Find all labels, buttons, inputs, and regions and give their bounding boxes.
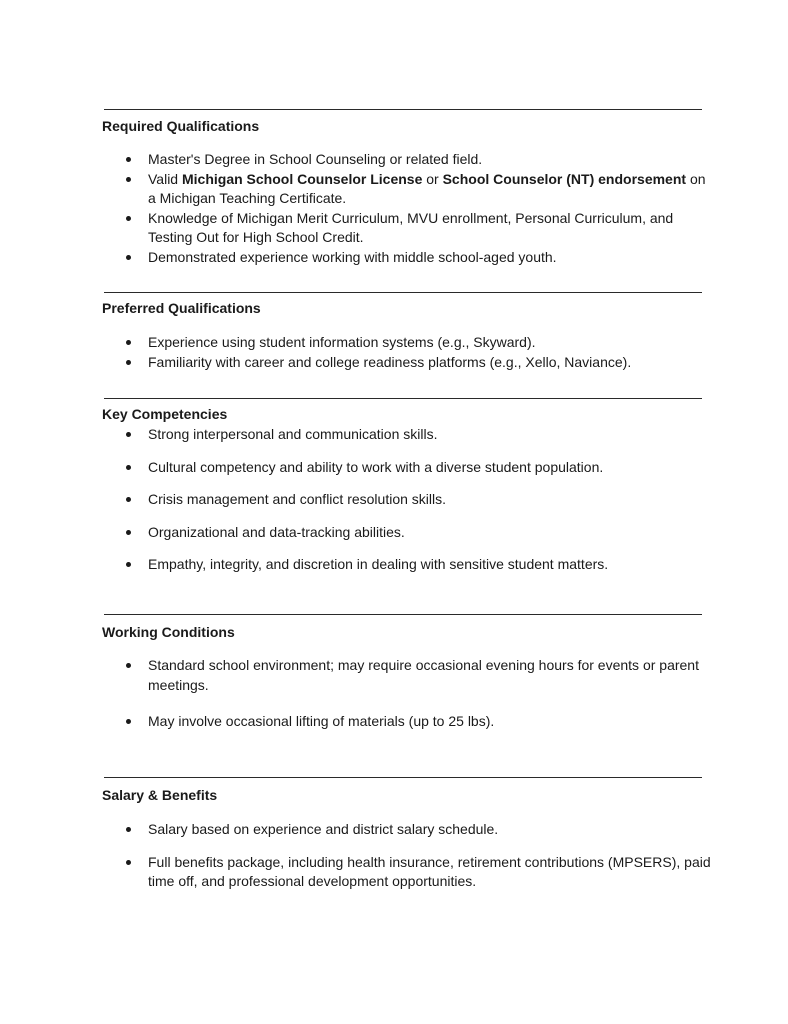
section-divider: [104, 614, 702, 615]
list-item: Salary based on experience and district salary schedule.: [102, 820, 712, 840]
section-heading-competencies: Key Competencies: [102, 406, 228, 422]
list-item: May involve occasional lifting of materials (up to 25 lbs).: [102, 712, 712, 732]
section-divider: [104, 777, 702, 778]
working-conditions-list: [102, 656, 712, 732]
bullet-icon: [126, 827, 131, 832]
section-heading-required: Required Qualifications: [102, 118, 260, 134]
bullet-icon: [126, 562, 131, 567]
preferred-qualifications-list: [102, 333, 712, 372]
bullet-icon: [126, 340, 131, 345]
bullet-icon: [126, 157, 131, 162]
list-item: Cultural competency and ability to work with a diverse student population.: [102, 458, 712, 478]
section-heading-preferred: Preferred Qualifications: [102, 300, 261, 316]
bullet-icon: [126, 216, 131, 221]
list-item: Familiarity with career and college readiness platforms (e.g., Xello, Naviance).: [102, 353, 712, 373]
list-item: Experience using student information systems (e.g., Skyward).: [102, 333, 712, 353]
section-heading-salary: Salary & Benefits: [102, 787, 218, 803]
list-item: Valid Michigan School Counselor License or School Counselor (NT) endorsement on a Michigan Teaching Certificate.: [102, 170, 712, 209]
section-divider: [104, 109, 702, 110]
bullet-icon: [126, 255, 131, 260]
bullet-icon: [126, 177, 131, 182]
section-divider: [104, 292, 702, 293]
bullet-icon: [126, 663, 131, 668]
list-item: Full benefits package, including health insurance, retirement contributions (MPSERS), paid time off, and professional development opportunities.: [102, 853, 712, 892]
bullet-icon: [126, 465, 131, 470]
bullet-icon: [126, 432, 131, 437]
list-item: Strong interpersonal and communication skills.: [102, 425, 712, 445]
list-item: Master's Degree in School Counseling or related field.: [102, 150, 712, 170]
bullet-icon: [126, 860, 131, 865]
list-item: Standard school environment; may require occasional evening hours for events or parent meetings.: [102, 656, 712, 695]
section-divider: [104, 398, 702, 399]
bullet-icon: [126, 530, 131, 535]
list-item: Empathy, integrity, and discretion in dealing with sensitive student matters.: [102, 555, 712, 575]
list-item: Organizational and data-tracking abilities.: [102, 523, 712, 543]
bullet-icon: [126, 360, 131, 365]
list-item: Demonstrated experience working with middle school-aged youth.: [102, 248, 712, 268]
list-item: Crisis management and conflict resolution skills.: [102, 490, 712, 510]
list-item: Knowledge of Michigan Merit Curriculum, MVU enrollment, Personal Curriculum, and Testing Out for High School Credit.: [102, 209, 712, 248]
key-competencies-list: [102, 425, 712, 575]
bullet-icon: [126, 497, 131, 502]
bullet-icon: [126, 719, 131, 724]
section-heading-conditions: Working Conditions: [102, 624, 235, 640]
required-qualifications-list: [102, 150, 712, 267]
salary-benefits-list: [102, 820, 712, 892]
